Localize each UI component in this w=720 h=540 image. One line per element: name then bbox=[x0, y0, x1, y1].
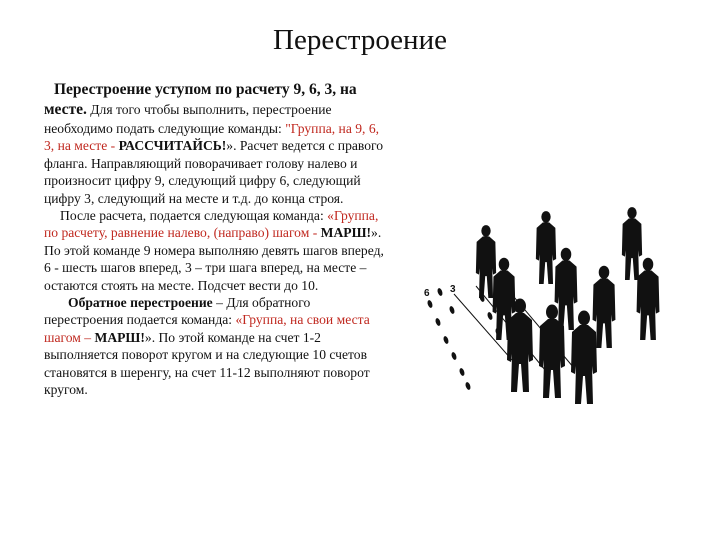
soldiers-front-row bbox=[507, 299, 597, 405]
paragraph-march-text-1: После расчета, подается следующая команда: bbox=[60, 208, 328, 224]
command-return-bold: МАРШ! bbox=[94, 329, 145, 345]
paragraph-reverse-text-1: – Для обратного перестроения подается команда: bbox=[44, 295, 311, 328]
paragraph-reverse bbox=[44, 294, 390, 398]
command-return-text: «Группа, на свои места шагом – bbox=[44, 312, 370, 345]
command-calc-bold: РАССЧИТАЙСЬ! bbox=[118, 138, 227, 154]
command-march-text: «Группа, по расчету, равнение налево, (направо) шагом - bbox=[44, 208, 379, 241]
position-label-6: 6 bbox=[424, 288, 430, 299]
body-text bbox=[44, 80, 390, 399]
formation-illustration bbox=[416, 180, 706, 420]
paragraph-reverse-text-2: ». По этой команде на счет 1-2 выполняется поворот кругом и на следующие 10 счетов становятся в шеренгу, на счет 11-12 выполняют поворот кругом. bbox=[44, 329, 370, 398]
paragraph-march bbox=[44, 207, 390, 294]
position-label-3: 3 bbox=[450, 284, 456, 295]
command-march-bold: МАРШ! bbox=[320, 225, 372, 241]
command-calc-text: "Группа, на 9, 6, 3, на месте - bbox=[44, 121, 380, 154]
paragraph-intro-text-1: Для того чтобы выполнить, перестроение необходимо подать следующие команды: bbox=[44, 102, 332, 136]
paragraph-reverse-heading: Обратное перестроение bbox=[68, 295, 213, 311]
slide-title: Перестроение bbox=[273, 24, 447, 56]
paragraph-intro-heading: Перестроение уступом по расчету 9, 6, 3, на месте. bbox=[44, 81, 357, 118]
paragraph-intro bbox=[44, 80, 390, 207]
formation-figure-svg bbox=[416, 180, 706, 420]
paragraph-intro-text-2: ». Расчет ведется с правого фланга. Направляющий поворачивает голову налево и произносит цифру 9, следующий цифру 6, следующий цифру 3, следующий на месте и т.д. до конца строя. bbox=[44, 138, 384, 206]
paragraph-march-text-2: ». По этой команде 9 номера выполняю девять шагов вперед, 6 - шесть шагов вперед, 3 – три шага вперед, на месте – остаются стоять на месте. Подсчет вести до 10. bbox=[44, 225, 384, 293]
